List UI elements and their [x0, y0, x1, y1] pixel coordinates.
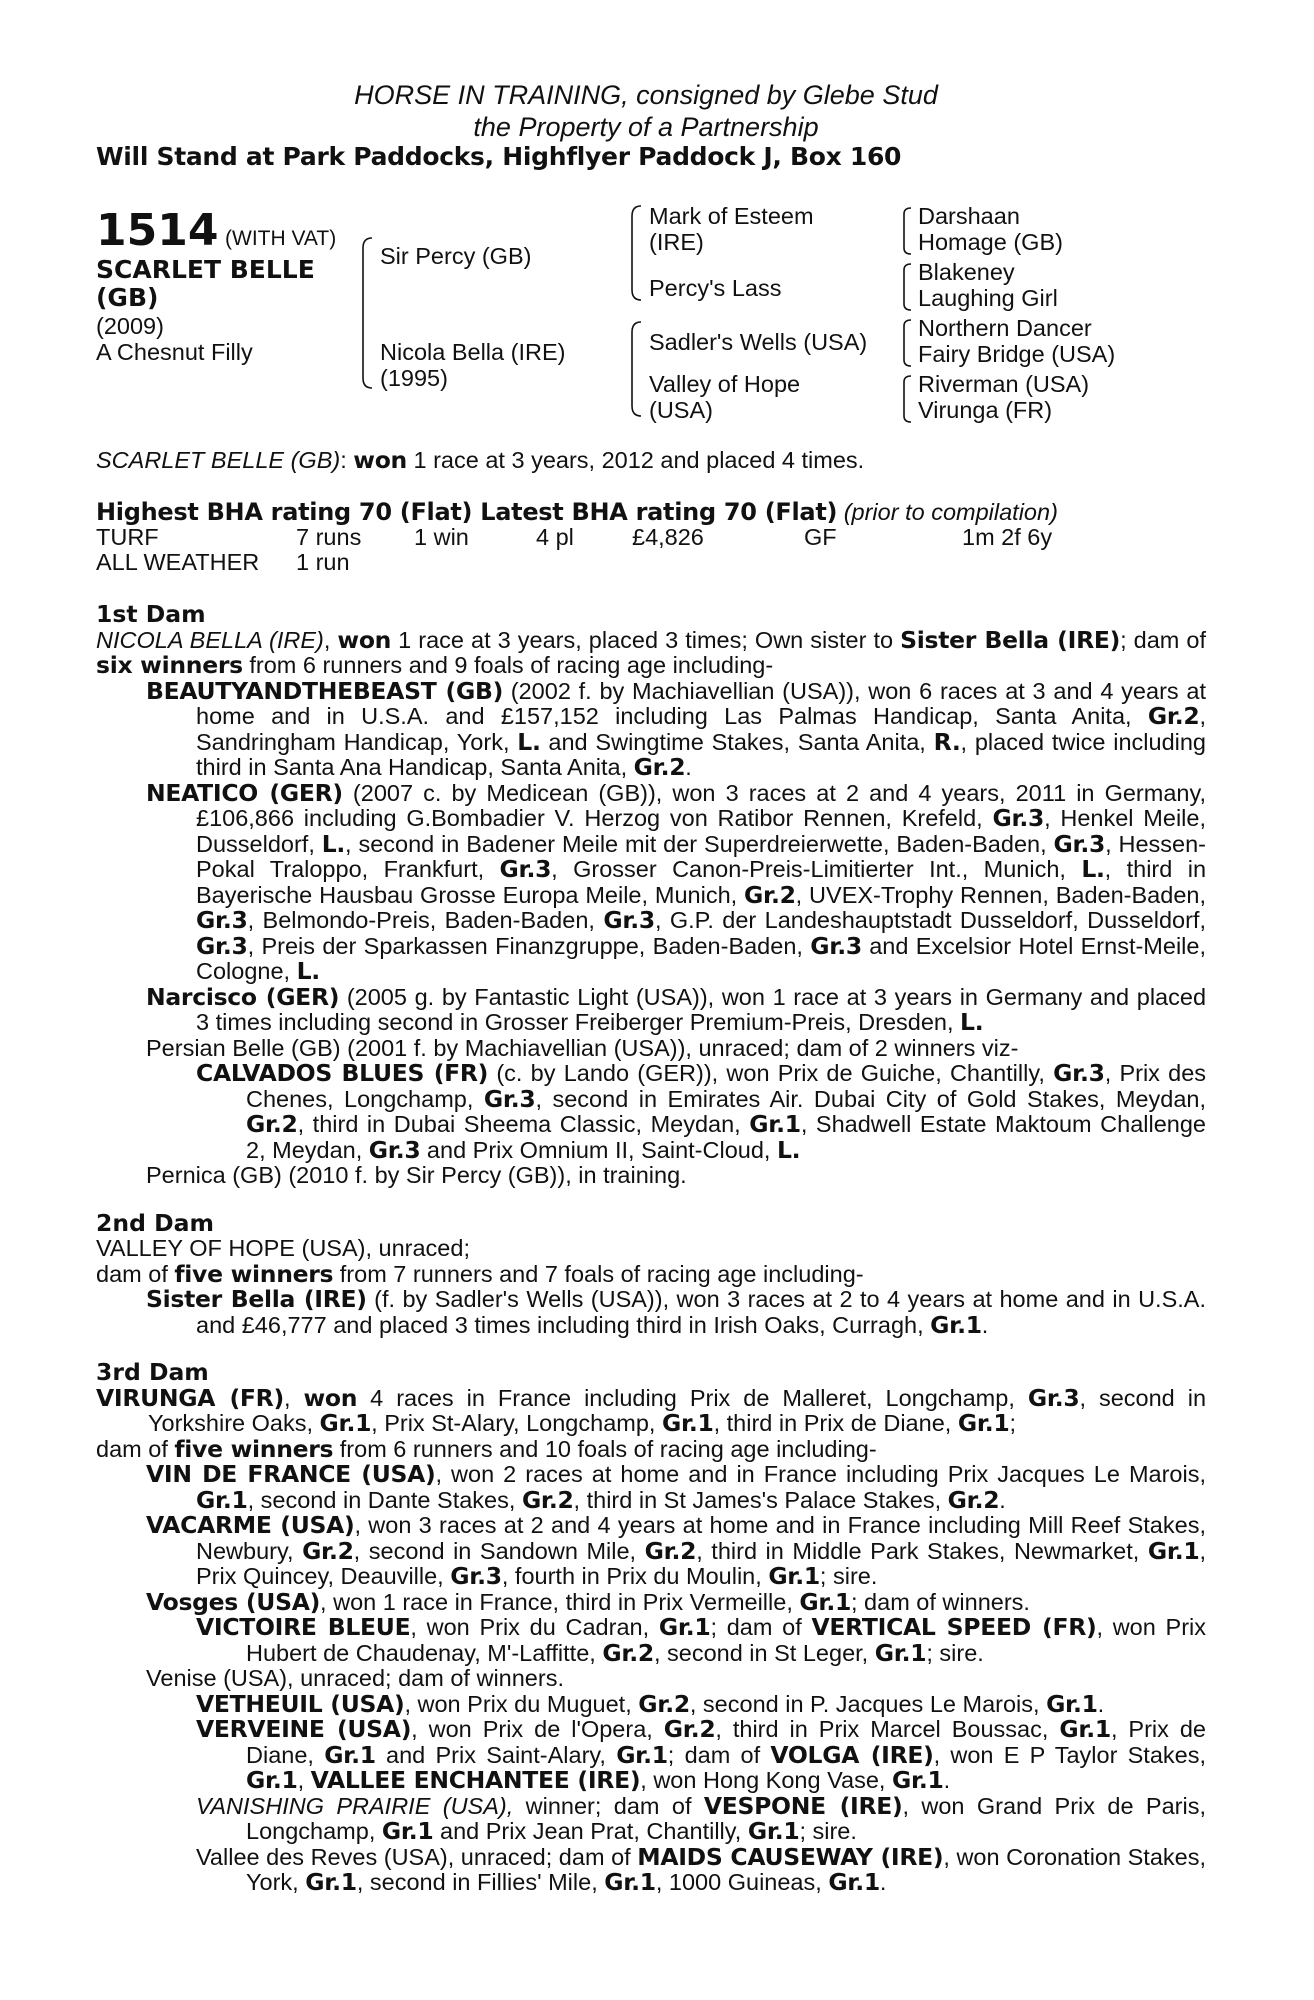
first-dam-intro: NICOLA BELLA (IRE), won 1 race at 3 years, placed 3 times; Own sister to Sister Bella (IRE); dam of six winners from 6 runners and 9 foals of racing age including- — [96, 625, 1206, 679]
turf-row: TURF 7 runs 1 win 4 pl £4,826 GF 1m 2f 6y — [96, 524, 1053, 550]
ped-dss: Northern Dancer — [918, 315, 1092, 341]
ped-sds: Blakeney — [918, 259, 1015, 285]
grandprogeny-entry: VETHEUIL (USA), won Prix du Muguet, Gr.2, second in P. Jacques Le Marois, Gr.1. — [196, 1689, 1105, 1718]
dam-dam: Valley of Hope — [649, 371, 801, 397]
bracket — [901, 374, 913, 424]
ped-sss: Darshaan — [918, 203, 1020, 229]
grandprogeny-entry: VICTOIRE BLEUE, won Prix du Cadran, Gr.1; dam of VERTICAL SPEED (FR), won Prix Hubert de Chaudenay, M'-Laffitte, Gr.2, second in St Leger, Gr.1; sire. — [196, 1613, 1207, 1667]
bracket — [901, 262, 913, 312]
third-dam-heading: 3rd Dam — [96, 1358, 209, 1386]
second-dam-winners: dam of five winners from 7 runners and 7 foals of racing age including- — [96, 1259, 864, 1288]
bha-rating: Highest BHA rating 70 (Flat) Latest BHA rating 70 (Flat) (prior to compilation) — [96, 498, 1058, 526]
progeny-entry: Persian Belle (GB) (2001 f. by Machiavellian (USA)), unraced; dam of 2 winners viz- — [146, 1034, 1019, 1061]
first-dam-heading: 1st Dam — [96, 600, 206, 628]
dam-dam-country: (USA) — [649, 397, 713, 423]
progeny-entry: Vosges (USA), won 1 race in France, third in Prix Vermeille, Gr.1; dam of winners. — [146, 1587, 1030, 1616]
dam-sire: Sadler's Wells (USA) — [649, 329, 868, 355]
lot-number: 1514 — [96, 205, 219, 256]
foaling-year: (2009) — [96, 313, 164, 339]
horse-description: A Chesnut Filly — [96, 339, 253, 365]
third-dam-intro: VIRUNGA (FR), won 4 races in France including Prix de Malleret, Longchamp, Gr.3, second in Yorkshire Oaks, Gr.1, Prix St-Alary, Longchamp, Gr.1, third in Prix de Diane, Gr.1; — [96, 1383, 1207, 1437]
lot-number-block — [96, 205, 337, 256]
ped-ssd: Homage (GB) — [918, 229, 1063, 255]
bracket — [901, 206, 913, 256]
all-weather-row: ALL WEATHER 1 run — [96, 549, 350, 575]
race-summary: SCARLET BELLE (GB): won 1 race at 3 years, 2012 and placed 4 times. — [96, 446, 865, 474]
ped-ddd: Virunga (FR) — [918, 397, 1053, 423]
bracket — [901, 318, 913, 368]
progeny-entry: Pernica (GB) (2010 f. by Sir Percy (GB)), in training. — [146, 1162, 687, 1188]
bracket — [360, 236, 374, 390]
sire-dam: Percy's Lass — [649, 275, 782, 301]
progeny-entry: Sister Bella (IRE) (f. by Sadler's Wells (USA)), won 3 races at 2 to 4 years at home and in U.S.A. and £46,777 and placed 3 times including third in Irish Oaks, Curragh, Gr.1. — [146, 1285, 1206, 1339]
racing-record-table — [96, 525, 1052, 575]
sire-sire: Mark of Esteem — [649, 203, 814, 229]
grandprogeny-entry: VERVEINE (USA), won Prix de l'Opera, Gr.2, third in Prix Marcel Boussac, Gr.1, Prix de Diane, Gr.1 and Prix Saint-Alary, Gr.1; dam of VOLGA (IRE), won E P Taylor Stakes, Gr.1, VALLEE ENCHANTEE (IRE), won Hong Kong Vase, Gr.1. — [196, 1715, 1207, 1794]
progeny-entry: VACARME (USA), won 3 races at 2 and 4 years at home and in France including Mill Reef Stakes, Newbury, Gr.2, second in Sandown Mile, Gr.2, third in Middle Park Stakes, Newmarket, Gr.1, Prix Quincey, Deauville, Gr.3, fourth in Prix du Moulin, Gr.1; sire. — [146, 1511, 1206, 1590]
bracket — [629, 204, 643, 304]
grandprogeny-entry: Vallee des Reves (USA), unraced; dam of MAIDS CAUSEWAY (IRE), won Coronation Stakes, York, Gr.1, second in Fillies' Mile, Gr.1, 1000 Guineas, Gr.1. — [196, 1842, 1206, 1896]
consignor-line: HORSE IN TRAINING, consigned by Glebe Stud — [354, 80, 938, 110]
bracket — [629, 320, 643, 420]
vat-label: (WITH VAT) — [225, 227, 337, 250]
progeny-entry: VIN DE FRANCE (USA), won 2 races at home and in France including Prix Jacques Le Marois, Gr.1, second in Dante Stakes, Gr.2, third in St James's Palace Stakes, Gr.2. — [146, 1460, 1206, 1514]
dam-sections — [96, 602, 1206, 1896]
dam-name: Nicola Bella (IRE) — [380, 339, 566, 365]
sire-sire-country: (IRE) — [649, 229, 704, 255]
progeny-entry: BEAUTYANDTHEBEAST (GB) (2002 f. by Machiavellian (USA)), won 6 races at 3 and 4 years at home and in U.S.A. and £157,152 including Las Palmas Handicap, Santa Anita, Gr.2, Sandringham Handicap, York, L. and Swingtime Stakes, Santa Anita, R., placed twice including third in Santa Ana Handicap, Santa Anita, Gr.2. — [146, 676, 1206, 781]
second-dam-heading: 2nd Dam — [96, 1208, 214, 1237]
ped-dds: Riverman (USA) — [918, 371, 1090, 397]
dam-year: (1995) — [380, 365, 448, 391]
ped-dsd: Fairy Bridge (USA) — [918, 341, 1116, 367]
third-dam-winners: dam of five winners from 6 runners and 10 foals of racing age including- — [96, 1434, 877, 1463]
second-dam-intro: VALLEY OF HOPE (USA), unraced; — [96, 1235, 470, 1261]
property-line: the Property of a Partnership — [473, 112, 819, 142]
grandprogeny-entry: VANISHING PRAIRIE (USA), winner; dam of VESPONE (IRE), won Grand Prix de Paris, Longchamp, Gr.1 and Prix Jean Prat, Chantilly, Gr.1; sire. — [196, 1791, 1206, 1845]
location-line: Will Stand at Park Paddocks, Highflyer Paddock J, Box 160 — [96, 142, 902, 171]
ped-sdd: Laughing Girl — [918, 285, 1058, 311]
progeny-entry: Venise (USA), unraced; dam of winners. — [146, 1665, 564, 1691]
progeny-entry: NEATICO (GER) (2007 c. by Medicean (GB)), won 3 races at 2 and 4 years, 2011 in Germany, £106,866 including G.Bombadier V. Herzog von Ratibor Rennen, Krefeld, Gr.3, Henkel Meile, Dusseldorf, L., second in Badener Meile mit der Superdreierwette, Baden-Baden, Gr.3, Hessen-Pokal Traloppo, Frankfurt, Gr.3, Grosser Canon-Preis-Limitierter Int., Munich, L., third in Bayerische Hausbau Grosse Europa Meile, Munich, Gr.2, UVEX-Trophy Rennen, Baden-Baden, Gr.3, Belmondo-Preis, Baden-Baden, Gr.3, G.P. der Landeshauptstadt Dusseldorf, Dusseldorf, Gr.3, Preis der Sparkassen Finanzgruppe, Baden-Baden, Gr.3 and Excelsior Hotel Ernst-Meile, Cologne, L. — [146, 778, 1207, 985]
grandprogeny-entry: CALVADOS BLUES (FR) (c. by Lando (GER)), won Prix de Guiche, Chantilly, Gr.3, Prix des Chenes, Longchamp, Gr.3, second in Emirates Air. Dubai City of Gold Stakes, Meydan, Gr.2, third in Dubai Sheema Classic, Meydan, Gr.1, Shadwell Estate Maktoum Challenge 2, Meydan, Gr.3 and Prix Omnium II, Saint-Cloud, L. — [196, 1059, 1207, 1164]
sire-name: Sir Percy (GB) — [380, 243, 532, 269]
progeny-entry: Narcisco (GER) (2005 g. by Fantastic Light (USA)), won 1 race at 3 years in Germany and placed 3 times including second in Grosser Freiberger Premium-Preis, Dresden, L. — [146, 982, 1207, 1036]
horse-name: SCARLET BELLE (GB) — [96, 255, 315, 312]
